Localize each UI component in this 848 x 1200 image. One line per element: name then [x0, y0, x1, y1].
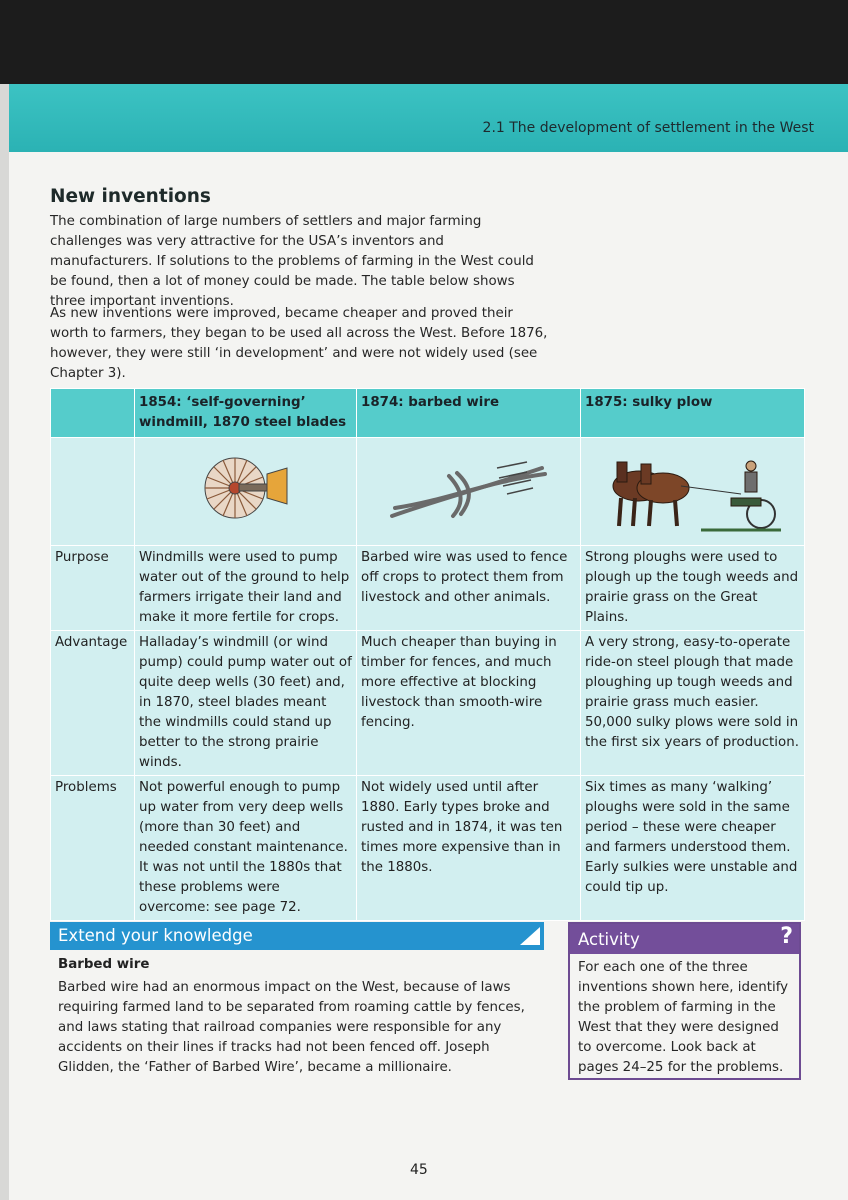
windmill-illustration-cell	[135, 438, 357, 546]
advantage-windmill: Halladay’s windmill (or wind pump) could pump water out of quite deep wells (30 feet) and, in 1870, steel blades meant the windmills could stand up better to the strong prairie winds.	[135, 631, 357, 776]
development-paragraph: As new inventions were improved, became cheaper and proved their worth to farmers, they began to be used all across the West. Before 1876, however, they were still ‘in development’ and were not widely used (see Chapter 3).	[50, 306, 548, 381]
extend-knowledge-body: Barbed wire had an enormous impact on the West, because of laws requiring farmed land to be separated from roaming cattle by fences, and laws stating that railroad companies were responsible for any accidents on their lines if tracks had not been fenced off. Joseph Glidden, the ‘Father of Barbed Wire’, became a millionaire.	[58, 980, 525, 1075]
page-number: 45	[410, 1162, 428, 1178]
windmill-illustration	[135, 438, 355, 538]
problems-barbed-wire: Not widely used until after 1880. Early types broke and rusted and in 1874, it was ten times more expensive than in the 1880s.	[357, 776, 581, 921]
table-header-row	[51, 389, 805, 438]
row-label-problems: Problems	[51, 776, 135, 921]
chapter-section-title: 2.1 The development of settlement in the West	[482, 120, 814, 136]
scan-left-edge	[0, 84, 9, 1200]
table-header-sulky-plow: 1875: sulky plow	[581, 389, 805, 438]
table-header-blank	[51, 389, 135, 438]
extend-knowledge-title: Extend your knowledge	[58, 926, 253, 945]
activity-header	[570, 924, 799, 954]
sulky-plow-illustration-cell	[581, 438, 805, 546]
table-image-row	[51, 438, 805, 546]
question-mark-icon: ?	[780, 924, 793, 949]
purpose-sulky-plow: Strong ploughs were used to plough up the tough weeds and prairie grass on the Great Plains.	[581, 546, 805, 631]
table-row-advantage	[51, 631, 805, 776]
purpose-windmill: Windmills were used to pump water out of the ground to help farmers irrigate their land and make it more fertile for crops.	[135, 546, 357, 631]
row-label-advantage: Advantage	[51, 631, 135, 776]
problems-sulky-plow: Six times as many ‘walking’ ploughs were sold in the same period – these were cheaper and farmers understood them. Early sulkies were unstable and could tip up.	[581, 776, 805, 921]
image-row-label	[51, 438, 135, 546]
row-label-purpose: Purpose	[51, 546, 135, 631]
page-header-band	[9, 84, 848, 152]
sulky-plow-illustration	[581, 438, 803, 538]
purpose-barbed-wire: Barbed wire was used to fence off crops to protect them from livestock and other animals.	[357, 546, 581, 631]
table-header-barbed-wire: 1874: barbed wire	[357, 389, 581, 438]
barbed-wire-illustration-cell	[357, 438, 581, 546]
advantage-barbed-wire: Much cheaper than buying in timber for fences, and much more effective at blocking livestock than smooth-wire fencing.	[357, 631, 581, 776]
activity-body: For each one of the three inventions shown here, identify the problem of farming in the West that they were designed to overcome. Look back at pages 24–25 for the problems.	[578, 960, 789, 1075]
problems-windmill: Not powerful enough to pump up water from very deep wells (more than 30 feet) and needed constant maintenance. It was not until the 1880s that these problems were overcome: see page 72.	[135, 776, 357, 921]
section-heading: New inventions	[50, 186, 211, 207]
table-header-windmill: 1854: ‘self-governing’ windmill, 1870 steel blades	[135, 389, 357, 438]
activity-title: Activity	[578, 930, 640, 949]
extend-knowledge-header	[50, 922, 544, 950]
table-row-problems	[51, 776, 805, 921]
extend-knowledge-subtitle: Barbed wire	[58, 957, 150, 972]
intro-paragraph: The combination of large numbers of settlers and major farming challenges was very attractive for the USA’s inventors and manufacturers. If solutions to the problems of farming in the West could be found, then a lot of money could be made. The table below shows three important inventions.	[50, 214, 534, 309]
table-row-purpose	[51, 546, 805, 631]
activity-box	[568, 922, 801, 1080]
inventions-table	[50, 388, 805, 921]
scan-top-border	[0, 0, 848, 84]
advantage-sulky-plow: A very strong, easy-to-operate ride-on steel plough that made ploughing up tough weeds and prairie grass much easier. 50,000 sulky plows were sold in the first six years of production.	[581, 631, 805, 776]
barbed-wire-illustration	[357, 438, 579, 538]
corner-triangle-icon	[520, 927, 540, 945]
